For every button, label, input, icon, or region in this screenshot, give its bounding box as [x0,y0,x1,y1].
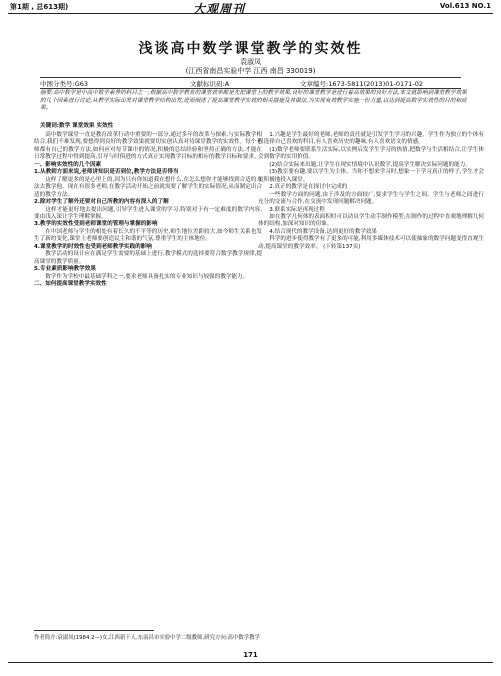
section-heading: 2.除对学生了解外还要对自己所教的内容有深入的了解 [34,199,169,206]
paragraph: 4.结合现代的教学设备,达到更好的教学效果 [269,228,377,235]
paragraph: 3.联系实际是再现过程 [269,206,325,213]
section-heading: 4.课堂教学的时效性也受到老师教学实践的影响 [34,243,152,250]
clc-number: 中图分类号:G63 [40,80,88,88]
section-heading: 1.从教师方面来说,老师讲知识是否到位,教学方法是否得当 [34,169,179,176]
section-heading: 5.专业素质影响教学效果 [34,266,96,273]
paragraph: 这样了解更多的是心里上的,因为只有你知道我在想什么,在怎么想你才能够找到合适的方法去教学他。现在有很多老师,在教学活动开始之前就需要了解学生的实际情况,从而制定出合适的教学方法。 [34,176,262,198]
journal-header [0,0,501,14]
keywords: 关键词:数学 课堂效果 实效性 [40,123,114,129]
body-column-left [34,132,262,289]
paragraph: 教学活动的设计应在满足学生需要的基础上进行,教学模式的选择要符合数学教学规律,提高课堂的教学质量。 [34,251,262,265]
footnote-rule [34,630,154,631]
issue-right: Vol.613 NO.1 [439,2,491,10]
article-author: 袁淑凤 [240,58,261,66]
abstract: 摘要:高中数学是中高中数学素养的科目之一,根据高中数学教育的课堂效率都是先把课堂上的教学效果,良好的课堂教学是进行着高效果的良好方法,本文就影响到课堂教学效果的几个因素进行讨论,从教学实际出发对课堂教学结构出发,进而阐述了提高课堂教学实效的相关措施及其做法,为实现有效教学实施一份力量,以达到提高数学实效性的目的和成果。 [40,90,467,112]
article-number: 文章编号:1673-5811(2013)01-0171-02 [300,80,424,88]
paragraph: 如在教学几何体的表面积时可以动员学生动手制作模型,在制作的过程中直观地理解几何体的结构,加深对知识的印象。 [258,213,484,228]
author-footnote: 作者简介:袁淑凤(1984.2—)女,江西新干人,东南昌市实验中学二级教师,研究方向:高中数学教学 [34,635,260,641]
footer-rule [8,662,493,663]
paragraph: 数学作为学校中最基础学科之一,要求老师具备扎实的专业知识与较强的教学能力。 [45,273,249,280]
paragraph: (2)结合实际来出题,让学生在现实情境中认识数学,提高学生解决实际问题的能力。 [269,161,471,168]
article-affiliation: (江西省南昌实验中学 江西 南昌 330019) [185,67,316,75]
article-title: 浅谈高中数学课堂教学的实效性 [138,41,363,57]
article-meta [40,77,461,89]
page-number: 171 [243,651,258,659]
paragraph: 这样才能更好地去提出问题,引导学生进入课堂的学习,特别对于有一定难度的数学内容,要由浅入深让学生理解掌握。 [34,206,262,220]
journal-logo: 大观周刊 [193,2,246,16]
paragraph: 科学的进步使得教学有了更多的可能,利用多媒体技术可以使抽象的数学问题变得直观生动,提高课堂的教学效率。 (下转第137页) [258,236,484,250]
issue-left: 第1期 , 总613期) [10,3,69,11]
paragraph: 在中国老师与学生的相处有着长久的不平等的历史,师生地位差距较大,如今师生关系也发生了新的变化,课堂上老师要创造民主和谐的气氛,尊重学生的主体地位。 [34,228,262,243]
paragraph: 1.兴趣是学生最好的老师,老师的责任就是引发学生学习的兴趣。学生作为独立的个体有权选择自己喜欢的科目,有人喜欢历史的趣味,有人喜欢语文的情感。 [258,132,484,146]
header-rule [8,13,493,14]
section-heading: 3.教学的实效性受到老师课堂的管理与掌握的影响 [34,221,158,228]
section-heading: 二、如何提高课堂教学实效性 [34,281,107,288]
paragraph: (3)教室要有趣,要以学生为主体。当你不想来学习时,想象一下学习真正的样子,学生才会更积极地投入课堂。 [258,169,484,183]
section-heading: 一、影响实效性的几个因素 [34,161,102,168]
paragraph: 一些数学方面的问题,由于涉及的方面较广,要求学生与学生之间、学生与老师之间进行充分的交流与合作,在交流中发现问题解决问题。 [258,191,484,206]
body-column-right [258,132,484,251]
paragraph: 高中数学课堂一直是教育改革行动中重要的一部分,通过多年的改革与探索,与实际教学相结合,我们不难发现,要想得到良好的教学效果就要切实创认真对待课堂教学的实效性。每个老师都有自己的教学方法,如何应对每节课中的情况,积极的总结经验和坚持正确的方法,才能在日常教学过程中得到提高,引导与时俱进的方式真正实现教学目标的相应的教学目标和要求。 [34,132,262,161]
document-code: 文献标识码:A [190,80,230,88]
paragraph: 2.真正的教学是在探讨中完成的 [269,184,348,191]
paragraph: (1)数学老师要联系生活实际,以实例启发学生学习的热情,把数学与生活相结合,让学生体会到数学的实用价值。 [258,146,484,161]
